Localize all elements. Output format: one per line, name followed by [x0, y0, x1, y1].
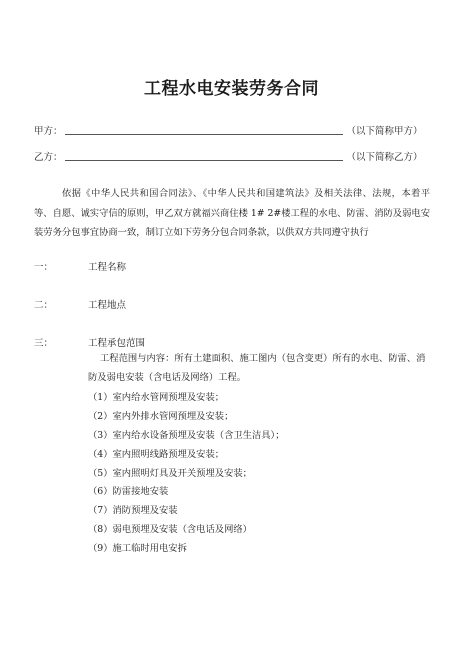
party-a-label: 甲方： — [34, 126, 63, 137]
scope-item: （3）室内给水设备预埋及安装（含卫生洁具）； — [88, 429, 285, 441]
document-title: 工程水电安装劳务合同 — [144, 79, 319, 99]
scope-item: （6）防雷接地安装 — [88, 486, 169, 498]
party-b-label: 乙方： — [34, 152, 63, 163]
scope-item: （1）室内给水管网预埋及安装； — [88, 392, 225, 403]
party-a-note: （以下简称甲方） — [346, 126, 423, 137]
section-title: 工程承包范围 — [88, 338, 146, 349]
scope-item-list — [88, 389, 285, 559]
section-project-location — [34, 297, 126, 311]
section-contract-scope — [34, 335, 145, 349]
party-b-row — [34, 149, 430, 163]
section-project-name — [34, 259, 126, 273]
section-number: 二： — [34, 300, 54, 311]
party-a-row — [34, 123, 430, 137]
scope-line-1: 工程范围与内容：所有土建面积、施工图内（包含变更）所有的水电、防雷、消 — [100, 353, 426, 364]
party-b-blank-line — [65, 151, 343, 161]
scope-item: （4）室内照明线路预埋及安装； — [88, 448, 225, 460]
scope-line-2: 防及弱电安装（含电话及网络）工程。 — [88, 372, 247, 383]
scope-item: （9）施工临时用电安拆 — [88, 543, 187, 555]
section-number: 一： — [34, 262, 54, 273]
section-title: 工程名称 — [88, 262, 127, 273]
section-title: 工程地点 — [88, 300, 127, 311]
scope-item: （5）室内照明灯具及开关预埋及安装； — [88, 467, 252, 479]
preamble-paragraph: 依据《中华人民共和国合同法》、《中华人民共和国建筑法》及相关法律、法规，本着平等、自愿、诚实守信的原则，甲乙双方就福兴商住楼 1# 2#楼工程的水电、防雷、消防及弱电安装劳务分包事宜协商一致，制订立如下劳务分包合同条款，以供双方共同遵守执行 — [34, 188, 430, 238]
scope-description — [88, 349, 430, 387]
party-a-blank-line — [65, 125, 343, 135]
scope-item: （2）室内外排水管网预埋及安装； — [88, 410, 234, 422]
scope-item: （8）弱电预埋及安装（含电话及网络） — [88, 524, 252, 536]
party-b-note: （以下简称乙方） — [346, 152, 423, 163]
scope-item: （7）消防预埋及安装 — [88, 505, 178, 517]
section-number: 三： — [34, 338, 54, 349]
